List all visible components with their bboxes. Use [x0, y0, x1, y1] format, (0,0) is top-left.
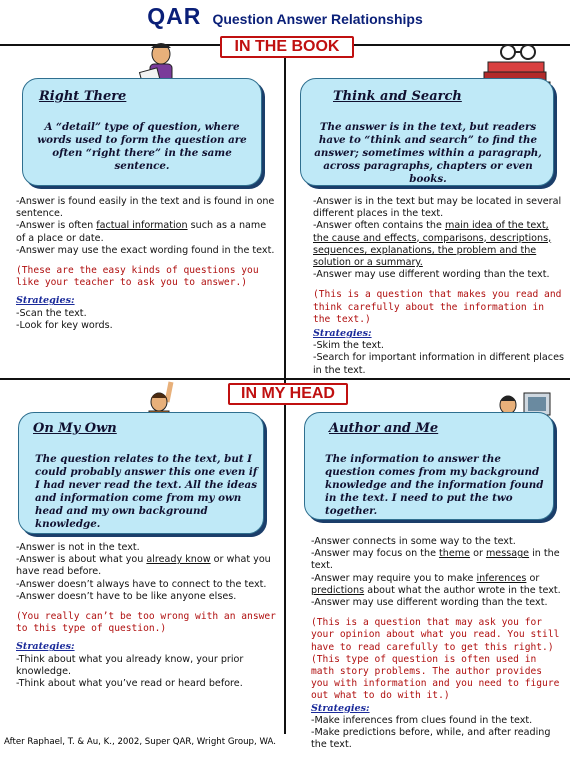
right-there-note: (These are the easy kinds of questions you like your teacher to ask you to answer.) [16, 265, 259, 289]
author-me-strategies-0: -Make inferences from clues found in the text. [311, 714, 533, 726]
author-me-title: Author and Me [329, 421, 439, 436]
on-my-own-lines [16, 542, 278, 603]
qar-subtitle: Question Answer Relationships [212, 11, 423, 27]
think-search-note: (This is a question that makes you read and think carefully about the information in the text.) [313, 289, 562, 325]
author-me-lines-0: -Answer connects in some way to the text. [311, 536, 516, 547]
on-my-own-card [18, 412, 264, 534]
right-there-strategies-1: -Look for key words. [16, 319, 113, 331]
author-me-description: The information to answer the question comes from my background knowledge and the information found in the text. I need to put the two together. [325, 453, 544, 517]
on-my_own-lines-1: -Answer is about what you already know or what you have read before. [16, 554, 271, 578]
think-search-lines [313, 196, 565, 281]
right-there-lines [16, 196, 278, 257]
think-search-strategies-label: Strategies: [313, 328, 372, 340]
author-me-note-2: (This type of question is often used in math story problems. The author provides you with information and you need to figure out what to do with it.) [311, 653, 560, 702]
author-me-strategies-label: Strategies: [311, 702, 370, 714]
right-there-details [16, 196, 278, 332]
think-search-title: Think and Search [333, 89, 462, 104]
author-me-lines-3: -Answer may use different wording than the text. [311, 597, 548, 609]
right-there-card [22, 78, 262, 186]
in-my-head-banner: IN MY HEAD [228, 383, 348, 405]
page-title [0, 3, 570, 30]
author-me-strategies-1: -Make predictions before, while, and after reading the text. [311, 727, 551, 751]
author-me-lines-1: -Answer may focus on the theme or message in the text. [311, 548, 560, 572]
on-my-own-strategies-label: Strategies: [16, 641, 75, 653]
think-search-description: The answer is in the text, but readers have to “think and search” to find the answer; sometimes within a paragraph, across paragraphs, chapters or even books. [314, 121, 542, 185]
on-my_own-lines-2: -Answer doesn’t always have to connect to the text. [16, 578, 267, 590]
on-my_own-lines-3: -Answer doesn’t have to be like anyone elses. [16, 590, 237, 602]
right-there-strategies [16, 308, 278, 332]
in-the-book-banner: IN THE BOOK [220, 36, 354, 58]
right-there-title: Right There [39, 89, 127, 104]
right-there-strategies-label: Strategies: [16, 295, 75, 307]
author-me-card [304, 412, 554, 520]
credit-line: After Raphael, T. & Au, K., 2002, Super QAR, Wright Group, WA. [4, 737, 276, 747]
right-there-lines-2: -Answer may use the exact wording found in the text. [16, 244, 275, 256]
right-there-description: A “detail” type of question, where words used to form the question are often “right there” in the same sentence. [37, 121, 247, 172]
right-there-lines-0: -Answer is found easily in the text and is found in one sentence. [16, 196, 275, 220]
on-my-own-description: The question relates to the text, but I could probably answer this one even if I had never read the text. All the ideas and information come from my own head and my own background knowledge. [35, 453, 258, 530]
think-search-strategies [313, 340, 565, 377]
author-me-details [311, 536, 565, 751]
on-my-own-details [16, 542, 278, 690]
on-my-own-note: (You really can’t be too wrong with an answer to this type of question.) [16, 611, 276, 635]
on-my-own-title: On My Own [33, 421, 117, 436]
think-search-lines-2: -Answer may use different wording than the text. [313, 269, 550, 281]
author-me-strategies [311, 715, 565, 752]
on-my-own-strategies [16, 654, 278, 691]
on-my_own-lines-0: -Answer is not in the text. [16, 542, 140, 553]
author-me-lines [311, 536, 565, 609]
think-search-details [313, 196, 565, 377]
think-search-lines-1: -Answer often contains the main idea of the text, the cause and effects, comparisons, descriptions, sequences, explanations, the problem and the solution or a summary. [313, 220, 552, 269]
author-me-note: (This is a question that may ask you for your opinion about what you read. You still have to read carefully to get this right.) [311, 617, 560, 653]
think-search-strategies-0: -Skim the text. [313, 340, 384, 352]
author-me-lines-2: -Answer may require you to make inferences or predictions about what the author wrote in the text. [311, 572, 561, 596]
on-my_own-strategies-1: -Think about what you’ve read or heard before. [16, 678, 243, 690]
right-there-lines-1: -Answer is often factual information such as a name of a place or date. [16, 220, 267, 244]
right-there-strategies-0: -Scan the text. [16, 307, 87, 319]
think-search-strategies-1: -Search for important information in different places in the text. [313, 352, 564, 376]
on-my_own-strategies-0: -Think about what you already know, your prior knowledge. [16, 653, 244, 677]
qar-heading: QAR [147, 3, 202, 29]
think-search-card [300, 78, 554, 186]
think-search-lines-0: -Answer is in the text but may be located in several different places in the text. [313, 196, 562, 220]
